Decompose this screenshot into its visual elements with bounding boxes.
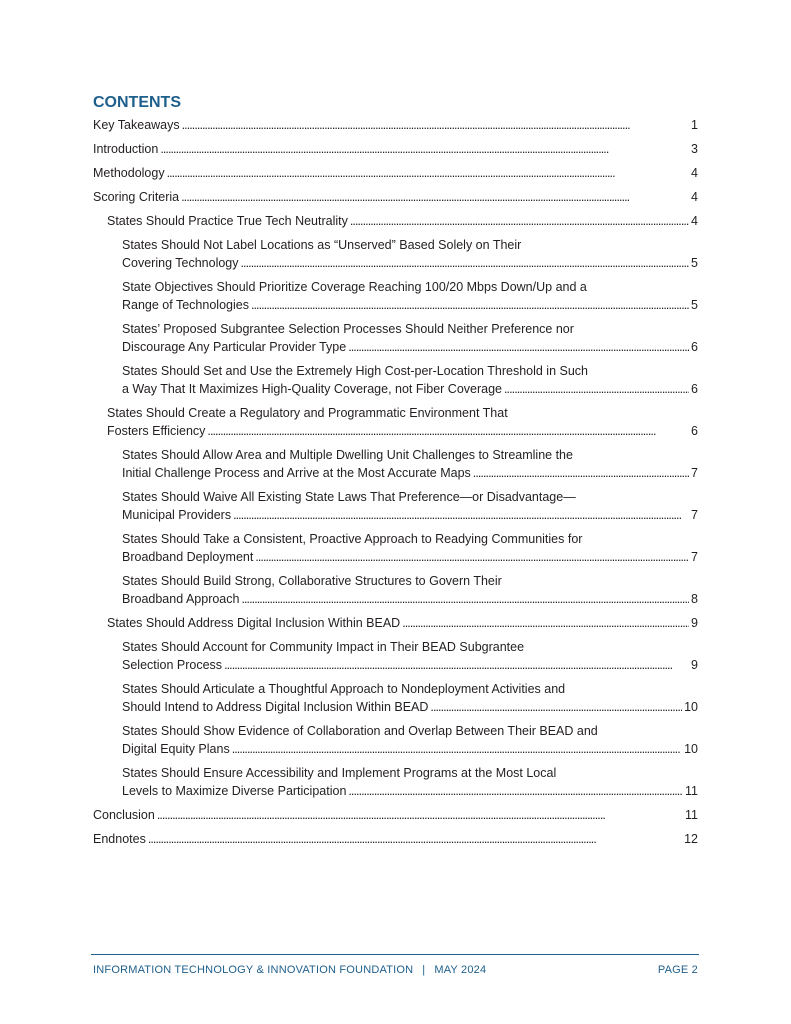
toc-entry-title: Covering Technology [122, 256, 239, 270]
toc-page-number: 10 [684, 742, 698, 756]
toc-entry[interactable] [93, 212, 698, 230]
toc-page-number: 4 [691, 166, 698, 180]
toc-entry-title-line: States’ Proposed Subgrantee Selection Processes Should Neither Preference nor [122, 322, 574, 336]
toc-entry-title: Digital Equity Plans [122, 742, 230, 756]
toc-entry-row [122, 296, 698, 314]
toc-leader-dots [224, 656, 689, 674]
table-of-contents [93, 116, 698, 848]
toc-leader-dots [255, 548, 689, 566]
toc-entry-row [122, 782, 698, 800]
toc-entry-title-line: States Should Not Label Locations as “Unserved” Based Solely on Their [122, 238, 522, 252]
toc-entry[interactable] [93, 614, 698, 632]
toc-entry[interactable] [93, 140, 698, 158]
toc-entry-title: States Should Address Digital Inclusion Within BEAD [107, 616, 401, 630]
toc-page-number: 4 [691, 190, 698, 204]
toc-page-number: 12 [684, 832, 698, 846]
toc-page-number: 7 [691, 550, 698, 564]
toc-leader-dots [157, 806, 683, 824]
toc-entry-title: Initial Challenge Process and Arrive at the Most Accurate Maps [122, 466, 471, 480]
footer-date: MAY 2024 [434, 964, 487, 976]
toc-entry-row [93, 164, 698, 182]
toc-entry[interactable] [93, 188, 698, 206]
toc-entry-row [122, 548, 698, 566]
toc-entry-title: Should Intend to Address Digital Inclusion Within BEAD [122, 700, 429, 714]
footer-page-label: PAGE 2 [657, 964, 698, 976]
contents-page [93, 94, 698, 854]
toc-page-number: 5 [691, 256, 698, 270]
toc-entry-row [107, 212, 698, 230]
toc-entry-row [122, 464, 698, 482]
toc-entry[interactable] [93, 680, 698, 716]
toc-entry[interactable] [93, 488, 698, 524]
toc-entry-title-line: States Should Take a Consistent, Proactive Approach to Readying Communities for [122, 532, 583, 546]
toc-leader-dots [350, 212, 689, 230]
toc-entry[interactable] [93, 572, 698, 608]
toc-leader-dots [430, 698, 682, 716]
toc-leader-dots [167, 164, 689, 182]
toc-entry[interactable] [93, 722, 698, 758]
toc-entry-title: Methodology [93, 166, 165, 180]
contents-heading: CONTENTS [93, 94, 181, 111]
footer-divider [91, 954, 699, 955]
toc-leader-dots [233, 506, 689, 524]
toc-entry[interactable] [93, 764, 698, 800]
footer-separator: | [422, 964, 426, 976]
toc-entry-title-line: States Should Create a Regulatory and Programmatic Environment That [107, 406, 508, 420]
toc-leader-dots [348, 338, 689, 356]
toc-page-number: 5 [691, 298, 698, 312]
toc-entry-title: Municipal Providers [122, 508, 232, 522]
toc-entry-row [122, 380, 698, 398]
toc-entry-row [122, 656, 698, 674]
toc-entry[interactable] [93, 278, 698, 314]
toc-leader-dots [241, 590, 689, 608]
toc-entry-title-line: States Should Show Evidence of Collaboration and Overlap Between Their BEAD and [122, 724, 598, 738]
toc-entry-row [93, 806, 698, 824]
toc-page-number: 7 [691, 508, 698, 522]
toc-entry-title: Conclusion [93, 808, 155, 822]
toc-page-number: 7 [691, 466, 698, 480]
toc-entry-title: Selection Process [122, 658, 223, 672]
footer-left [93, 964, 486, 976]
toc-entry[interactable] [93, 446, 698, 482]
page-footer [93, 964, 698, 976]
toc-entry-title-line: States Should Ensure Accessibility and Implement Programs at the Most Local [122, 766, 557, 780]
toc-leader-dots [181, 188, 689, 206]
toc-entry-title: Scoring Criteria [93, 190, 180, 204]
toc-entry[interactable] [93, 236, 698, 272]
toc-leader-dots [207, 422, 689, 440]
toc-entry-title: a Way That It Maximizes High-Quality Coverage, not Fiber Coverage [122, 382, 503, 396]
toc-page-number: 11 [685, 784, 698, 798]
toc-entry-title: Discourage Any Particular Provider Type [122, 340, 347, 354]
toc-entry-title: Levels to Maximize Diverse Participation [122, 784, 347, 798]
toc-entry-title-line: States Should Account for Community Impact in Their BEAD Subgrantee [122, 640, 525, 654]
toc-entry-row [107, 422, 698, 440]
toc-page-number: 10 [684, 700, 698, 714]
toc-leader-dots [504, 380, 689, 398]
toc-entry-row [122, 590, 698, 608]
toc-entry[interactable] [93, 638, 698, 674]
toc-page-number: 6 [691, 340, 698, 354]
toc-page-number: 9 [691, 616, 698, 630]
toc-entry-title-line: States Should Allow Area and Multiple Dwelling Unit Challenges to Streamline the [122, 448, 573, 462]
toc-entry-title: Introduction [93, 142, 159, 156]
toc-leader-dots [473, 464, 689, 482]
toc-entry[interactable] [93, 830, 698, 848]
toc-leader-dots [160, 140, 689, 158]
toc-entry-title: States Should Practice True Tech Neutrality [107, 214, 348, 228]
toc-entry-title: Key Takeaways [93, 118, 180, 132]
toc-entry-title-line: States Should Waive All Existing State Laws That Preference—or Disadvantage— [122, 490, 576, 504]
toc-leader-dots [232, 740, 682, 758]
toc-page-number: 6 [691, 382, 698, 396]
toc-leader-dots [402, 614, 689, 632]
toc-entry-title-line: States Should Articulate a Thoughtful Approach to Nondeployment Activities and [122, 682, 566, 696]
toc-leader-dots [148, 830, 682, 848]
toc-entry[interactable] [93, 404, 698, 440]
toc-page-number: 11 [685, 808, 698, 822]
toc-page-number: 8 [691, 592, 698, 606]
toc-entry-row [122, 254, 698, 272]
toc-entry-row [107, 614, 698, 632]
toc-entry-row [122, 698, 698, 716]
toc-entry[interactable] [93, 320, 698, 356]
footer-org: INFORMATION TECHNOLOGY & INNOVATION FOUNDATION [93, 964, 414, 976]
toc-entry-title: Fosters Efficiency [107, 424, 206, 438]
toc-entry[interactable] [93, 530, 698, 566]
toc-entry[interactable] [93, 116, 698, 134]
toc-leader-dots [241, 254, 690, 272]
toc-entry-row [122, 338, 698, 356]
toc-entry-row [93, 830, 698, 848]
toc-entry-title: Range of Technologies [122, 298, 249, 312]
toc-entry[interactable] [93, 164, 698, 182]
toc-entry-title: Endnotes [93, 832, 146, 846]
toc-entry-title: Broadband Deployment [122, 550, 254, 564]
toc-entry-title: Broadband Approach [122, 592, 240, 606]
toc-entry-row [93, 188, 698, 206]
toc-page-number: 3 [691, 142, 698, 156]
toc-leader-dots [348, 782, 683, 800]
toc-page-number: 4 [691, 214, 698, 228]
toc-page-number: 6 [691, 424, 698, 438]
toc-entry-title-line: State Objectives Should Prioritize Coverage Reaching 100/20 Mbps Down/Up and a [122, 280, 587, 294]
toc-entry-title-line: States Should Build Strong, Collaborative Structures to Govern Their [122, 574, 502, 588]
toc-entry-row [122, 506, 698, 524]
toc-page-number: 9 [691, 658, 698, 672]
toc-leader-dots [251, 296, 689, 314]
toc-entry[interactable] [93, 362, 698, 398]
toc-entry-row [122, 740, 698, 758]
toc-entry-row [93, 116, 698, 134]
toc-entry[interactable] [93, 806, 698, 824]
toc-leader-dots [182, 116, 689, 134]
toc-page-number: 1 [691, 118, 698, 132]
toc-entry-row [93, 140, 698, 158]
toc-entry-title-line: States Should Set and Use the Extremely High Cost-per-Location Threshold in Such [122, 364, 588, 378]
